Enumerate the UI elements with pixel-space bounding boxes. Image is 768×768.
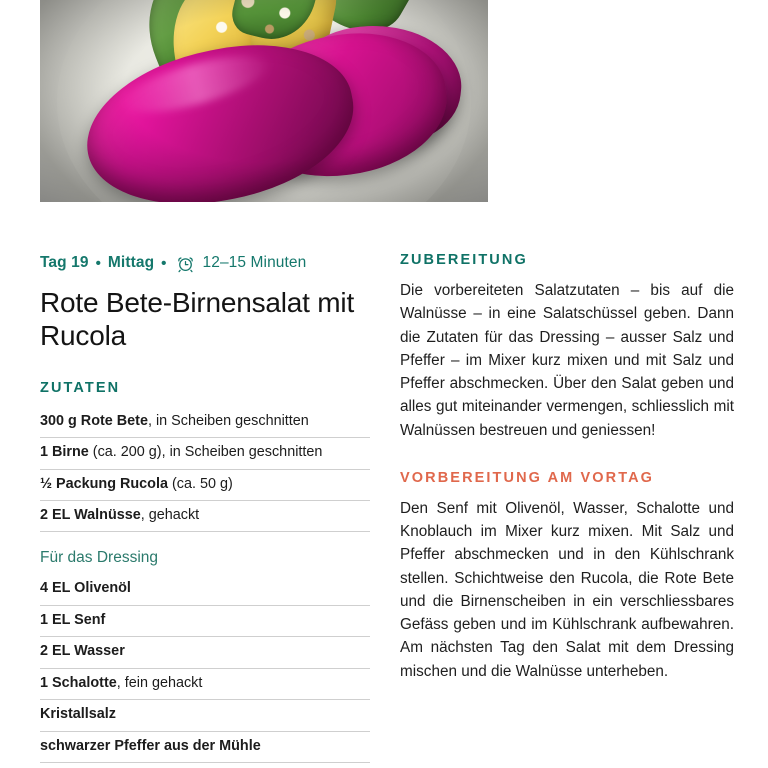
right-column (400, 252, 734, 683)
day-before-heading: VORBEREITUNG AM VORTAG (400, 469, 655, 486)
ingredient-row (40, 501, 370, 532)
ingredient-note: (ca. 200 g), in Scheiben geschnitten (88, 444, 323, 461)
ingredient-row (40, 407, 370, 438)
ingredient-quantity: 1 EL Senf (40, 611, 106, 628)
ingredient-quantity: 4 EL Olivenöl (40, 580, 131, 597)
ingredient-row (40, 470, 370, 501)
meta-meal: Mittag (107, 254, 155, 271)
dressing-subheading: Für das Dressing (40, 549, 159, 567)
dressing-ingredient-row (40, 574, 370, 605)
preparation-heading: ZUBEREITUNG (400, 252, 528, 268)
ingredients-list (40, 407, 370, 533)
ingredient-row (40, 438, 370, 469)
dressing-ingredient-row (40, 637, 370, 668)
ingredient-quantity: 1 Schalotte (40, 674, 117, 691)
meta-time: 12–15 Minuten (202, 254, 307, 271)
ingredient-note: , in Scheiben geschnitten (147, 412, 309, 429)
ingredients-heading: ZUTATEN (40, 379, 121, 396)
ingredient-quantity: Kristallsalz (40, 706, 116, 723)
page-title: Rote Bete-Birnensalat mit Rucola (40, 287, 355, 352)
alarm-clock-icon (176, 254, 195, 273)
day-before-text: Den Senf mit Olivenöl, Wasser, Schalotte und Knoblauch im Mixer kurz mixen. Mit Salz und Pfeffer abschmecken und in den Kühlschrank stellen. Schichtweise den Rucola, die Rote Bete und die Birnenscheiben in ein verschliessbares Gefäss geben und im Kühlschrank aufbewahren. Am nächsten Tag den Salat mit dem Dressing mischen und die Walnüsse unterheben. (400, 499, 734, 680)
preparation-text: Die vorbereiteten Salatzutaten – bis auf die Walnüsse – in eine Salatschüssel geben. Dann die Zutaten für das Dressing – ausser Salz und Pfeffer – im Mixer kurz mixen und mit Salz und Pfeffer abschmecken. Über den Salat geben und alles gut miteinander vermengen, schliesslich mit Walnüssen bestreuen und geniessen! (400, 282, 734, 439)
ingredient-note: , gehackt (140, 506, 200, 523)
dressing-ingredient-row (40, 606, 370, 637)
recipe-photo (40, 0, 488, 202)
meta-separator: • (95, 254, 101, 272)
dressing-ingredient-row (40, 669, 370, 700)
section-spacer (400, 442, 734, 470)
ingredient-quantity: 1 Birne (40, 444, 89, 461)
dressing-ingredients-list (40, 574, 370, 763)
ingredient-quantity: 2 EL Wasser (40, 643, 125, 660)
ingredient-quantity: schwarzer Pfeffer aus der Mühle (40, 737, 261, 754)
meta-day: Tag 19 (40, 254, 89, 271)
dressing-ingredient-row (40, 732, 370, 763)
ingredient-note: , fein gehackt (116, 674, 203, 691)
ingredient-quantity: ½ Packung Rucola (40, 475, 168, 492)
recipe-meta (40, 252, 370, 274)
ingredient-quantity: 300 g Rote Bete (40, 412, 148, 429)
photo-background (40, 0, 488, 202)
meta-separator: • (161, 254, 167, 272)
ingredient-note: (ca. 50 g) (167, 475, 233, 492)
left-column (40, 252, 370, 763)
dressing-ingredient-row (40, 700, 370, 731)
ingredient-quantity: 2 EL Walnüsse (40, 506, 141, 523)
